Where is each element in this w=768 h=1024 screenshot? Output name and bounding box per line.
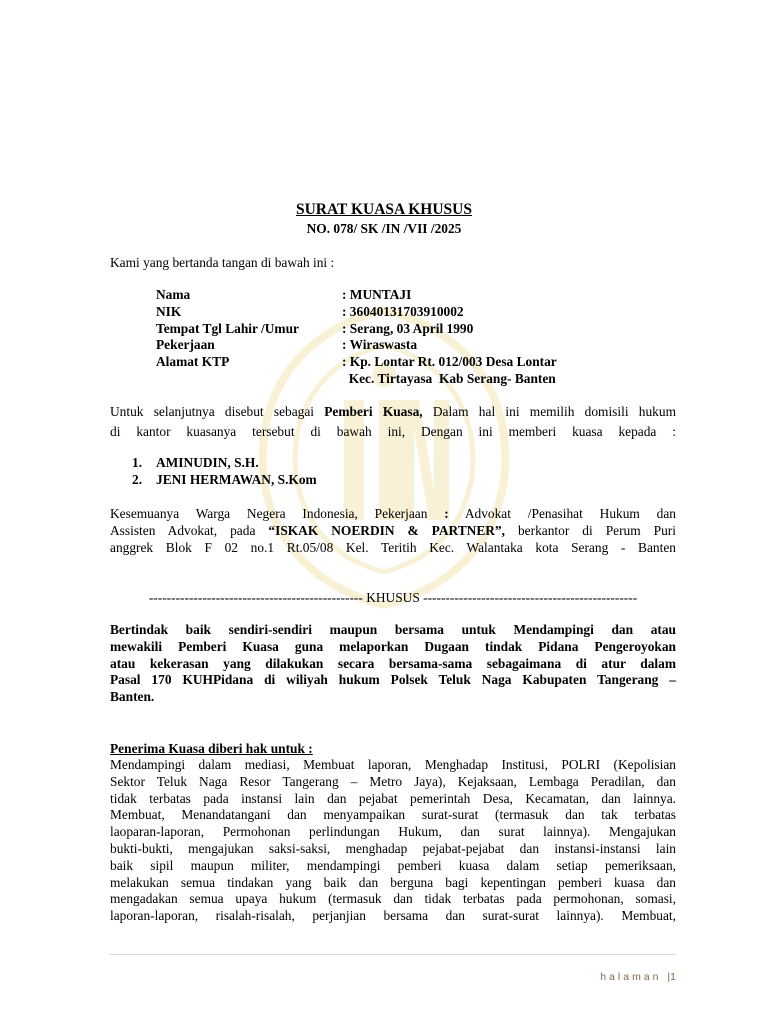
identity-label: Alamat KTP (156, 354, 230, 370)
rights-heading: Penerima Kuasa diberi hak untuk : (110, 741, 313, 756)
attorney-list (132, 455, 317, 489)
paragraph-line (110, 404, 676, 421)
paragraph-line: anggrek Blok F 02 no.1 Rt.05/08 Kel. Teritih Kec. Walantaka kota Serang - Banten (110, 539, 676, 555)
document-title: SURAT KUASA KHUSUS (295, 201, 472, 218)
identity-label: Tempat Tgl Lahir /Umur (156, 320, 299, 336)
attorney-paragraph (110, 506, 676, 556)
paragraph-line: mewakili Pemberi Kuasa guna melaporkan Dugaan tindak Pidana Pengeroyokan (110, 638, 676, 654)
text-run: Advokat /Penasihat Hukum dan (448, 506, 676, 521)
paragraph-line: baik sipil maupun militer, mendampingi pemberi kuasa dalam setiap pemeriksaan, (110, 857, 676, 873)
list-number: 1. (132, 455, 143, 470)
list-item (132, 455, 317, 472)
attorney-name: JENI HERMAWAN, S.Kom (156, 471, 317, 487)
identity-value: : Wiraswasta (342, 337, 418, 353)
paragraph-line: mengadakan semua upaya hukum (termasuk dan tidak terbatas pada permohonan, somasi, (110, 891, 676, 907)
section-separator (110, 590, 676, 606)
text-run: : (444, 506, 449, 521)
identity-label: Nama (156, 287, 191, 302)
firm-name: “ISKAK NOERDIN & PARTNER”, (268, 522, 505, 538)
footer-separator: | (667, 971, 671, 983)
paragraph-line: melakukan semua tindakan yang baik dan berguna bagi kepentingan pemberi kuasa dan (110, 874, 676, 890)
footer-divider (110, 954, 676, 955)
separator-text: ------------------------------------------------ KHUSUS ------------------------------------------------ (148, 590, 638, 605)
grantor-term: Pemberi Kuasa, (324, 404, 423, 419)
list-item (132, 472, 317, 489)
paragraph-line (110, 523, 676, 540)
rights-paragraph (110, 757, 676, 925)
paragraph-line: Sektor Teluk Naga Resor Tangerang – Metro Jaya), Kejaksaan, Lembaga Peradilan, dan (110, 773, 676, 789)
special-power-paragraph (110, 622, 676, 706)
text-run: Dalam hal ini memilih domisili hukum (422, 404, 676, 419)
document-number: NO. 078/ SK /IN /VII /2025 (306, 221, 462, 236)
list-number: 2. (132, 471, 143, 487)
grantor-paragraph (110, 404, 676, 441)
attorney-name: AMINUDIN, S.H. (156, 455, 259, 470)
paragraph-line: laoparan-laporan, Permohonan perlindungan Hukum, dan surat lainnya). Mengajukan (110, 824, 676, 840)
identity-value: Kec. Tirtayasa Kab Serang- Banten (342, 370, 556, 386)
paragraph-line (110, 506, 676, 523)
paragraph-line: atau kekerasan yang dilakukan secara bersama-sama sebagaimana di atur dalam (110, 655, 676, 671)
text-run: Untuk selanjutnya disebut sebagai (110, 404, 325, 419)
identity-label: NIK (156, 303, 182, 319)
text-run: berkantor di Perum Puri (504, 522, 676, 538)
identity-value: : Kp. Lontar Rt. 012/003 Desa Lontar (342, 354, 557, 370)
paragraph-line: tidak terbatas pada instansi lain dan pejabat pemerintah Desa, Kecamatan, dan lainnya. (110, 790, 676, 806)
intro-text: Kami yang bertanda tangan di bawah ini : (110, 255, 335, 270)
identity-value: : 36040131703910002 (342, 303, 464, 319)
paragraph-line: Mendampingi dalam mediasi, Membuat laporan, Menghadap Institusi, POLRI (Kepolisian (110, 757, 676, 772)
page-footer (600, 971, 676, 983)
footer-label: halaman (600, 971, 662, 983)
paragraph-line: laporan-laporan, risalah-risalah, perjanjian bersama dan surat-surat lainnya). Membuat, (110, 908, 676, 924)
paragraph-line: Membuat, Menandatangani dan menyampaikan surat-surat (termasuk dan tak terbatas (110, 807, 676, 823)
paragraph-line: Pasal 170 KUHPidana di wiliyah hukum Polsek Teluk Naga Kabupaten Tangerang – (110, 672, 676, 688)
paragraph-line: Banten. (110, 689, 155, 705)
text-run: Kesemuanya Warga Negera Indonesia, Pekerjaan (110, 506, 445, 521)
identity-label: Pekerjaan (156, 337, 215, 353)
paragraph-line: bukti-bukti, mengajukan saksi-saksi, menghadap pejabat-pejabat dan instansi-instansi lain (110, 840, 676, 856)
identity-value: : MUNTAJI (342, 287, 412, 302)
identity-value: : Serang, 03 April 1990 (342, 320, 474, 336)
text-run: Assisten Advokat, pada (110, 522, 269, 538)
page-number: 1 (670, 971, 676, 983)
paragraph-line: Bertindak baik sendiri-sendiri maupun bersama untuk Mendampingi dan atau (110, 622, 676, 637)
paragraph-line: di kantor kuasanya tersebut di bawah ini, Dengan ini memberi kuasa kepada : (110, 423, 676, 439)
